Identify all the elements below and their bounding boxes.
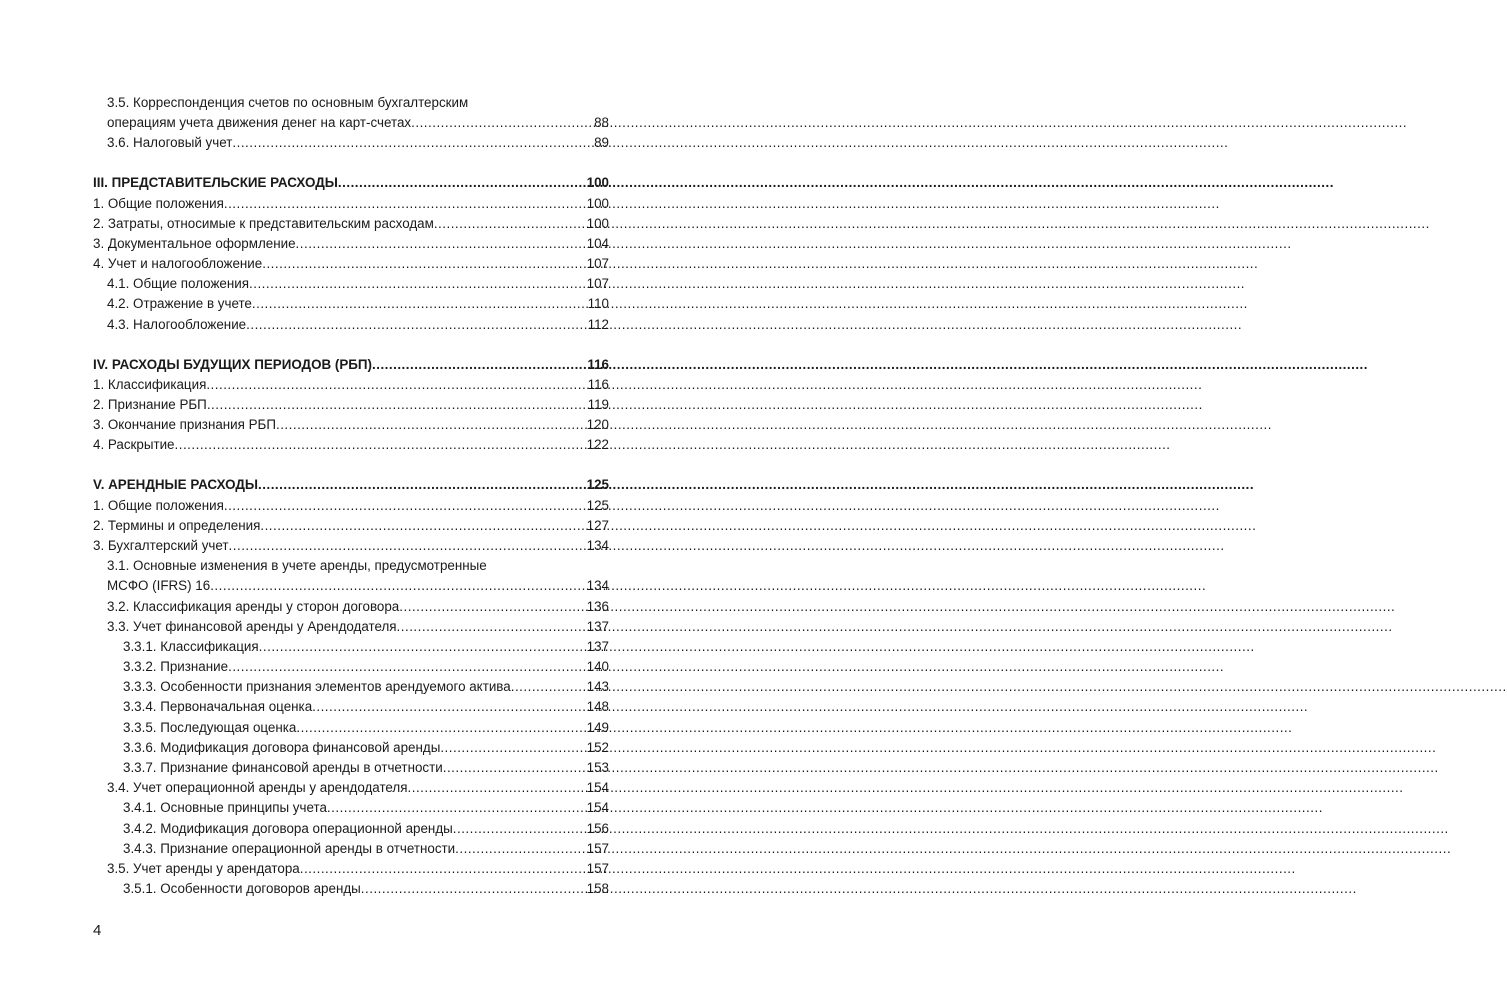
toc-section xyxy=(93,355,609,456)
toc-page-number: 148 xyxy=(586,699,609,715)
toc-entry-title: 3.5.1. Особенности договоров аренды xyxy=(123,881,361,897)
toc-entry-title: 3.3.1. Классификация xyxy=(123,638,259,654)
toc-page-number: 154 xyxy=(586,800,609,816)
toc-page-number: 157 xyxy=(586,860,609,876)
toc-page-number: 134 xyxy=(586,537,609,553)
toc-entry xyxy=(93,254,609,274)
dot-leader xyxy=(300,859,586,879)
toc-entry-title: 3.3.6. Модификация договора финансовой аренды xyxy=(123,739,441,755)
toc-entry xyxy=(93,395,609,415)
toc-chapter xyxy=(93,173,609,193)
toc-entry-title: 3. Бухгалтерский учет xyxy=(93,537,229,553)
toc-entry xyxy=(93,435,609,455)
dot-leader xyxy=(511,677,586,697)
toc-entry xyxy=(93,315,609,335)
toc-page-number: 107 xyxy=(586,256,609,272)
dot-leader xyxy=(397,617,586,637)
toc-page-number: 125 xyxy=(586,477,609,493)
dot-leader xyxy=(249,274,586,294)
toc-entry xyxy=(93,758,609,778)
toc-page-number: 154 xyxy=(586,780,609,796)
dot-leader xyxy=(411,113,593,133)
toc-page-number: 140 xyxy=(586,659,609,675)
toc-entry xyxy=(93,536,609,556)
toc-entry-title: IV. РАСХОДЫ БУДУЩИХ ПЕРИОДОВ (РБП) xyxy=(93,356,372,372)
toc-entry-title-line: 3.1. Основные изменения в учете аренды, предусмотренные xyxy=(107,558,487,574)
toc-entry xyxy=(93,637,609,657)
toc-page-number: 122 xyxy=(586,437,609,453)
toc-entry-title: 3.3.2. Признание xyxy=(123,659,229,675)
dot-leader xyxy=(260,516,585,536)
toc-entry-title: 1. Общие положения xyxy=(93,497,224,513)
dot-leader xyxy=(296,234,586,254)
toc-chapter xyxy=(93,475,609,495)
toc-page-number: 149 xyxy=(586,719,609,735)
toc-entry xyxy=(93,617,609,637)
dot-leader xyxy=(262,254,585,274)
dot-leader xyxy=(175,435,586,455)
toc-entry xyxy=(93,194,609,214)
toc-entry-title-line: 3.5. Корреспонденция счетов по основным бухгалтерским xyxy=(107,95,469,110)
toc-entry xyxy=(93,375,609,395)
dot-leader xyxy=(207,395,587,415)
toc-entry xyxy=(93,294,609,314)
toc-page-number: 143 xyxy=(586,679,609,695)
toc-entry-title: 3.3.7. Признание финансовой аренды в отчетности xyxy=(123,760,443,776)
toc-page-number: 110 xyxy=(587,296,609,312)
dot-leader xyxy=(228,657,586,677)
toc-entry-title: 1. Общие положения xyxy=(93,195,224,211)
toc-entry xyxy=(93,859,609,879)
toc-chapter xyxy=(93,355,609,375)
toc-entry-title: 3.2. Классификация аренды у сторон договора xyxy=(107,598,400,614)
toc-entry xyxy=(93,778,609,798)
toc-entry-title: 3.4.1. Основные принципы учета xyxy=(123,800,327,816)
toc-entry xyxy=(93,798,609,818)
dot-leader xyxy=(338,173,586,193)
toc-entry xyxy=(93,597,609,617)
dot-leader xyxy=(232,133,593,153)
dot-leader xyxy=(327,798,586,818)
toc-entry xyxy=(93,839,609,859)
toc-page-number: 125 xyxy=(586,497,609,513)
dot-leader xyxy=(252,294,587,314)
toc-page-number: 89 xyxy=(594,135,609,151)
dot-leader xyxy=(361,879,586,899)
toc-entry xyxy=(93,415,609,435)
toc-entry xyxy=(93,576,609,596)
toc-entry-title: 3.3. Учет финансовой аренды у Арендодателя xyxy=(107,618,397,634)
toc-entry-title: 3.5. Учет аренды у арендатора xyxy=(107,860,300,876)
toc-entry-title: 2. Признание РБП xyxy=(93,397,207,413)
toc-entry xyxy=(93,234,609,254)
toc-entry-title: 3.6. Налоговый учет xyxy=(107,135,233,151)
toc-page-number: 119 xyxy=(587,397,609,413)
toc-entry xyxy=(93,113,609,133)
toc-entry-title: III. ПРЕДСТАВИТЕЛЬСКИЕ РАСХОДЫ xyxy=(93,175,338,191)
section-gap xyxy=(93,335,609,355)
toc-page-number: 120 xyxy=(586,417,609,433)
toc-page-number: 136 xyxy=(586,598,609,614)
toc-entry xyxy=(93,657,609,677)
toc-entry xyxy=(93,718,609,738)
toc-entry xyxy=(93,879,609,899)
toc-entry-title: 4.3. Налогообложение xyxy=(107,316,247,332)
toc-entry xyxy=(93,133,609,153)
dot-leader xyxy=(224,194,586,214)
dot-leader xyxy=(455,839,586,859)
toc-page-number: 107 xyxy=(586,276,609,292)
dot-leader xyxy=(440,738,585,758)
toc-page-number: 157 xyxy=(586,840,609,856)
toc-page-number: 137 xyxy=(586,618,609,634)
toc-page-number: 88 xyxy=(594,115,609,131)
dot-leader xyxy=(258,475,586,495)
dot-leader xyxy=(296,718,585,738)
page-number: 4 xyxy=(93,922,102,939)
toc-entry-title: 4.2. Отражение в учете xyxy=(107,296,252,312)
toc-entry xyxy=(93,274,609,294)
toc-entry-title: 3. Документальное оформление xyxy=(93,235,296,251)
toc-section xyxy=(93,93,609,154)
toc-page-number: 158 xyxy=(586,881,609,897)
toc-entry xyxy=(93,496,609,516)
toc-page-number: 100 xyxy=(586,215,609,231)
toc-entry-title: 4. Раскрытие xyxy=(93,437,175,453)
toc-section xyxy=(93,475,609,899)
toc-page-number: 152 xyxy=(586,739,609,755)
dot-leader xyxy=(206,375,586,395)
toc-entry-title: 4.1. Общие положения xyxy=(107,276,250,292)
toc-entry-title: операциям учета движения денег на карт-счетах xyxy=(107,115,412,131)
toc-page-number: 112 xyxy=(587,316,609,332)
toc-entry-title: 3.4.3. Признание операционной аренды в отчетности xyxy=(123,840,456,856)
dot-leader xyxy=(408,778,586,798)
dot-leader xyxy=(443,758,586,778)
toc-page-number: 127 xyxy=(586,517,609,533)
toc-page-number: 134 xyxy=(586,578,609,594)
toc-page-number: 137 xyxy=(586,638,609,654)
dot-leader xyxy=(399,597,585,617)
toc-page-number: 100 xyxy=(586,175,609,191)
toc-page-number: 153 xyxy=(586,760,609,776)
section-gap xyxy=(93,154,609,174)
toc-entry-title: 2. Затраты, относимые к представительским расходам xyxy=(93,215,434,231)
toc-page-number: 100 xyxy=(586,195,609,211)
toc-entry-title: 2. Термины и определения xyxy=(93,517,261,533)
toc-entry-title: 3.3.5. Последующая оценка xyxy=(123,719,297,735)
dot-leader xyxy=(224,496,586,516)
table-of-contents xyxy=(93,93,609,899)
dot-leader xyxy=(372,355,586,375)
toc-entry-title: 3.3.4. Первоначальная оценка xyxy=(123,699,313,715)
toc-page-number: 116 xyxy=(587,376,609,392)
dot-leader xyxy=(229,536,586,556)
toc-entry-title: 3.4.2. Модификация договора операционной аренды xyxy=(123,820,453,836)
toc-section xyxy=(93,173,609,335)
section-gap xyxy=(93,456,609,476)
dot-leader xyxy=(259,637,586,657)
toc-entry xyxy=(93,697,609,717)
toc-entry-title: МСФО (IFRS) 16 xyxy=(107,578,211,594)
toc-page-number: 104 xyxy=(586,235,609,251)
toc-entry-title: 3.4. Учет операционной аренды у арендодателя xyxy=(107,780,408,796)
toc-entry-title: 3.3.3. Особенности признания элементов арендуемого актива xyxy=(123,679,511,695)
toc-entry xyxy=(93,738,609,758)
dot-leader xyxy=(312,697,586,717)
toc-entry-title: V. АРЕНДНЫЕ РАСХОДЫ xyxy=(93,477,259,493)
toc-entry-title: 3. Окончание признания РБП xyxy=(93,417,276,433)
toc-entry-title: 1. Классификация xyxy=(93,376,207,392)
toc-page-number: 156 xyxy=(586,820,609,836)
dot-leader xyxy=(453,819,586,839)
toc-entry xyxy=(93,516,609,536)
dot-leader xyxy=(246,315,587,335)
toc-page-number: 116 xyxy=(587,356,609,372)
toc-entry xyxy=(93,677,609,697)
dot-leader xyxy=(210,576,585,596)
toc-entry-title: 4. Учет и налогообложение xyxy=(93,256,263,272)
dot-leader xyxy=(276,415,586,435)
dot-leader xyxy=(434,214,586,234)
toc-entry xyxy=(93,214,609,234)
toc-entry xyxy=(93,819,609,839)
